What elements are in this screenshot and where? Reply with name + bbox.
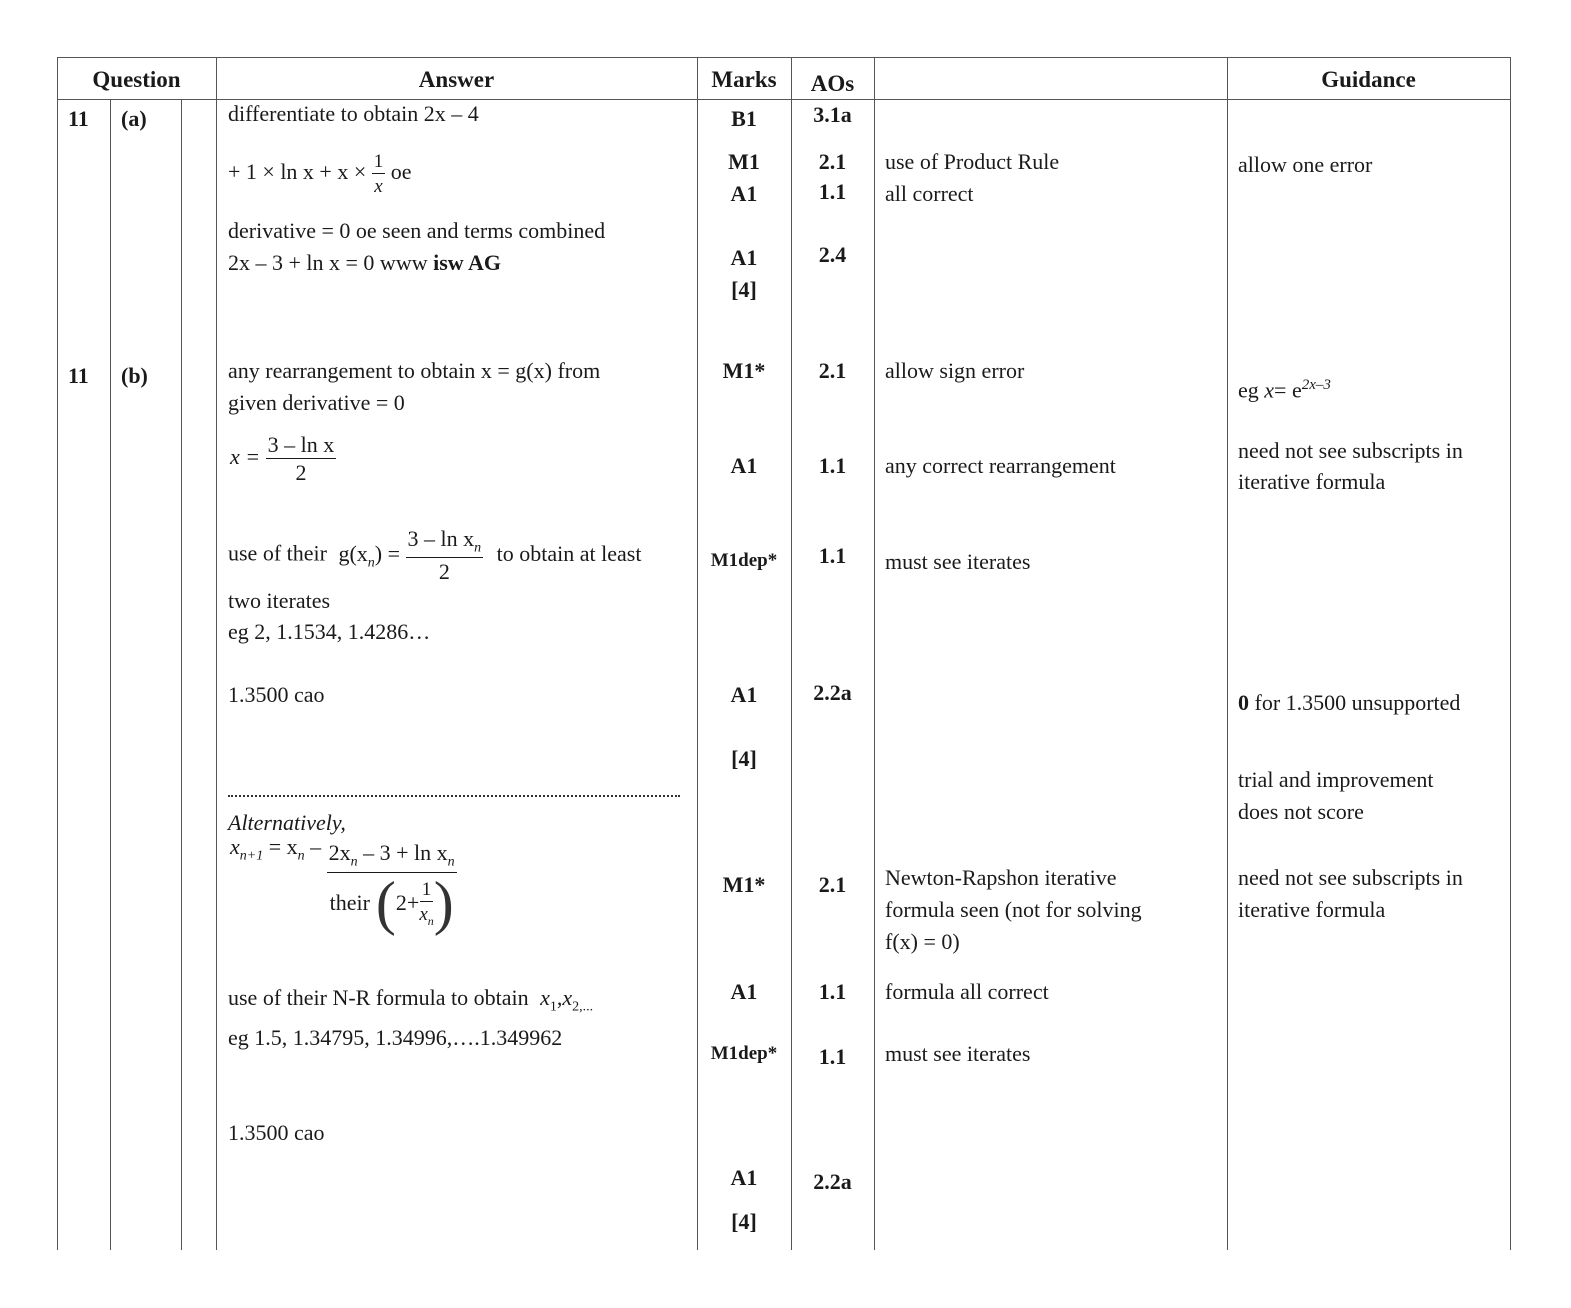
answer-b-line2: given derivative = 0 [228, 390, 405, 415]
header-marks: Marks [711, 67, 777, 92]
note-b-must-see-iterates: must see iterates [885, 549, 1031, 574]
answer-a-line1: differentiate to obtain 2x – 4 [228, 101, 479, 126]
answer-a-line3: derivative = 0 oe seen and terms combined [228, 218, 606, 243]
answer-b-nr-use: use of their N-R formula to obtain $x_1,x_{2,...}$ [228, 985, 594, 1015]
ao-a-4: 2.4 [818, 242, 847, 267]
ao-b-3: 1.1 [818, 543, 847, 568]
mark-a-m1: M1 [728, 149, 760, 174]
note-a-all-correct: all correct [885, 181, 974, 206]
ao-b-7: 1.1 [818, 1044, 847, 1069]
mark-b-a1-alt: A1 [730, 979, 758, 1004]
ao-b-1: 2.1 [818, 358, 847, 383]
guidance-a-one-error: allow one error [1238, 152, 1373, 177]
answer-b-line1: any rearrangement to obtain x = g(x) from [228, 358, 601, 383]
ao-b-4: 2.2a [813, 680, 852, 705]
answer-a-line2: + 1 × ln x + x × $\frac{1}{x}$ oe [228, 151, 412, 197]
question-number-b: 11 [68, 363, 89, 388]
col-divider-part [181, 99, 182, 1250]
total-b-second: [4] [731, 1209, 757, 1234]
fraction-one-over-xn: $\frac{1}{x_n}$ [419, 878, 434, 928]
col-divider-aos [791, 57, 792, 1250]
table-left-border [57, 57, 58, 1250]
question-number-a: 11 [68, 106, 89, 131]
ao-a-3: 1.1 [818, 179, 847, 204]
header-question: Question [92, 67, 181, 92]
mark-a-a1-second: A1 [730, 245, 758, 270]
total-a: [4] [731, 277, 757, 302]
ao-b-8: 2.2a [813, 1169, 852, 1194]
note-b-formula-correct: formula all correct [885, 979, 1049, 1004]
newton-raphson-formula: $x_{n+1} = x_n$ – $2x_n - 3 + \ln x_n$ their ( 2+ $\frac{1}{x_n}$ ) [230, 834, 455, 937]
guidance-b-subscripts-1: need not see subscripts in [1238, 438, 1463, 463]
fraction-3-minus-lnx-over-2: $\frac{\text{3 – ln x}}{2}$ [267, 432, 335, 485]
guidance-b-nr-subscripts-2: iterative formula [1238, 897, 1386, 922]
fraction-iteration: $\frac{3 - \ln x_n}{2}$ [407, 526, 482, 585]
answer-b-result-alt: 1.3500 cao [228, 1120, 325, 1145]
header-aos: AOs [810, 71, 855, 96]
dotted-separator [228, 795, 680, 797]
mark-b-m1-star: M1* [722, 358, 766, 383]
mark-b-a1-first: A1 [730, 453, 758, 478]
table-top-border [57, 57, 1510, 58]
guidance-b-trial-1: trial and improvement [1238, 767, 1434, 792]
ao-a-1: 3.1a [813, 102, 852, 127]
header-answer: Answer [418, 67, 495, 92]
note-b-nr-1: Newton-Rapshon iterative [885, 865, 1117, 890]
guidance-b-unsupported: 0 for 1.3500 unsupported [1238, 690, 1461, 715]
ao-a-2: 2.1 [818, 149, 847, 174]
col-divider-qnum [110, 99, 111, 1250]
col-divider-notes [874, 57, 875, 1250]
note-b-any-correct: any correct rearrangement [885, 453, 1116, 478]
col-divider-marks [697, 57, 698, 1250]
mark-a-b1: B1 [731, 106, 757, 131]
guidance-b-subscripts-2: iterative formula [1238, 469, 1386, 494]
question-part-b: (b) [121, 363, 148, 388]
fraction-one-over-x: $\frac{1}{x}$ [373, 151, 384, 197]
mark-b-m1-star-alt: M1* [722, 872, 766, 897]
mark-b-a1-second: A1 [730, 682, 758, 707]
note-b-nr-3: f(x) = 0) [885, 929, 960, 954]
total-b-first: [4] [731, 746, 757, 771]
answer-b-rearrangement: x = $\frac{\text{3 – ln x}}{2}$ [230, 432, 335, 485]
header-bottom-border [57, 99, 1510, 100]
table-right-border [1510, 57, 1511, 1250]
note-a-product-rule: use of Product Rule [885, 149, 1060, 174]
header-guidance: Guidance [1321, 67, 1416, 92]
answer-b-result: 1.3500 cao [228, 682, 325, 707]
note-b-must-see-iterates-alt: must see iterates [885, 1041, 1031, 1066]
ao-b-6: 1.1 [818, 979, 847, 1004]
mark-b-m1dep-alt: M1dep* [710, 1043, 778, 1064]
guidance-b-nr-subscripts-1: need not see subscripts in [1238, 865, 1463, 890]
answer-b-iteration: use of their $g(x_n)$ = $\frac{3 - \ln x_n}{2}$ to obtain at least [228, 526, 642, 585]
mark-a-a1-first: A1 [730, 181, 758, 206]
answer-a-line4: 2x – 3 + ln x = 0 www isw AG [228, 250, 501, 275]
answer-b-alternatively: Alternatively, [228, 810, 346, 835]
mark-b-a1-final: A1 [730, 1165, 758, 1190]
col-divider-answer [216, 57, 217, 1250]
col-divider-guidance [1227, 57, 1228, 1250]
note-b-sign-error: allow sign error [885, 358, 1025, 383]
guidance-b-trial-2: does not score [1238, 799, 1364, 824]
note-b-nr-2: formula seen (not for solving [885, 897, 1142, 922]
question-part-a: (a) [121, 106, 147, 131]
ao-b-2: 1.1 [818, 453, 847, 478]
answer-b-two-iterates: two iterates [228, 588, 331, 613]
ao-b-5: 2.1 [818, 872, 847, 897]
answer-b-nr-example: eg 1.5, 1.34795, 1.34996,….1.349962 [228, 1025, 563, 1050]
answer-b-iterates-example: eg 2, 1.1534, 1.4286… [228, 619, 431, 644]
mark-b-m1dep-first: M1dep* [710, 550, 778, 571]
guidance-b-example: eg $x= e^{2x-3}$ [1238, 377, 1331, 403]
